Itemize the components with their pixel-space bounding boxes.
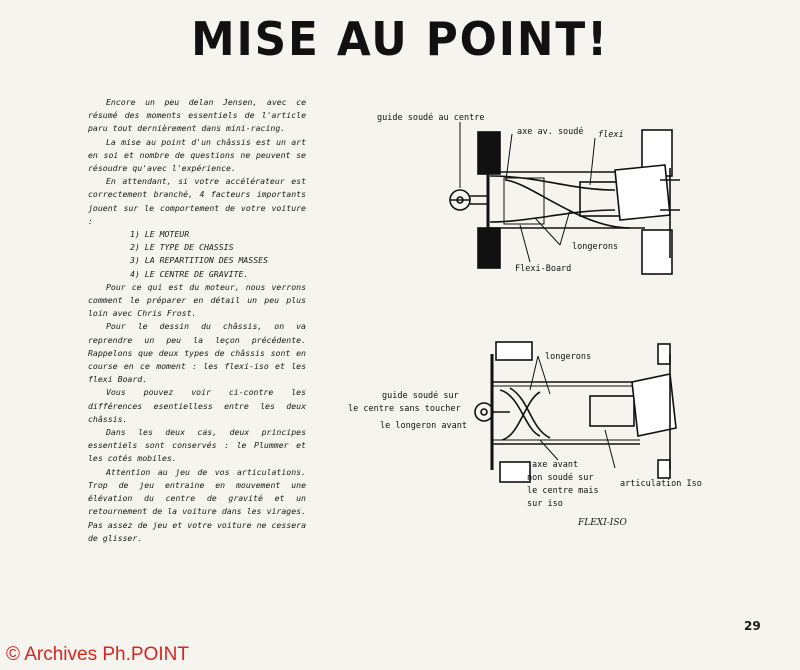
paragraph: Pour ce qui est du moteur, nous verrons comment le préparer en détail un peu plus loin avec Chris Frost. (88, 281, 306, 319)
label-longerons-top: longerons (572, 242, 619, 252)
paragraph: Dans les deux cas, deux principes essentiels sont conservés : le Plummer et les cotés mobiles. (88, 427, 306, 464)
page-number: 29 (744, 619, 761, 633)
paragraph: La mise au point d'un châssis est un art en soi et nombre de questions ne peuvent se résoudre qu'avec l'expérience. (88, 136, 306, 174)
label-axle-line4: sur iso (527, 499, 563, 509)
paragraph: Attention au jeu de vos articulations. Trop de jeu entraine en mouvement une élévation du centre de gravité et un retournement de la voiture dans les virages. Pas assez de jeu et votre voiture ne cessera de glisser. (88, 466, 306, 543)
paragraph: Encore un peu delan Jensen, avec ce résumé des moments essentiels de l'article paru tout dernièrement dans mini-racing. (88, 97, 306, 134)
label-guide-line2: le centre sans toucher (348, 404, 461, 414)
label-guide-line3: le longeron avant (380, 421, 467, 431)
label-longerons-bottom: longerons (545, 352, 592, 362)
paragraph: Pour le dessin du châssis, on va reprendre un peu la leçon précédente. Rappelons que deux types de châssis sont en course en ce moment : les flexi-iso et les flexi Board. (88, 321, 306, 385)
article-text (88, 96, 306, 545)
label-axle-welded: axe av. soudé (517, 127, 584, 137)
paragraph: Vous pouvez voir ci-contre les différences esentielless entre les deux châssis. (88, 387, 306, 424)
factor-item: 2) LE TYPE DE CHASSIS (130, 242, 234, 253)
page-title: MISE AU POINT! (191, 12, 609, 66)
label-axle-line2: non soudé sur (527, 473, 594, 483)
paragraph: En attendant, si votre accélérateur est correctement branché, 4 facteurs importants jouent sur le comportement de votre voiture : (88, 176, 306, 226)
label-guide-centre: guide soudé au centre (377, 113, 485, 123)
label-axle-line3: le centre mais (527, 486, 599, 496)
factor-list (88, 228, 306, 281)
figure-caption: FLEXI-ISO (578, 518, 627, 528)
label-articulation-iso: articulation Iso (620, 479, 702, 489)
label-flexi-board: Flexi-Board (515, 264, 572, 274)
factor-item: 4) LE CENTRE DE GRAVITE. (130, 268, 249, 279)
label-axle-line1: axe avant (532, 460, 579, 470)
copyright-notice: © Archives Ph.POINT (6, 644, 189, 665)
label-flexi: flexi (598, 130, 624, 140)
factor-item: 1) LE MOTEUR (130, 229, 190, 240)
factor-item: 3) LA REPARTITION DES MASSES (130, 255, 269, 266)
label-guide-line1: guide soudé sur (382, 391, 459, 401)
